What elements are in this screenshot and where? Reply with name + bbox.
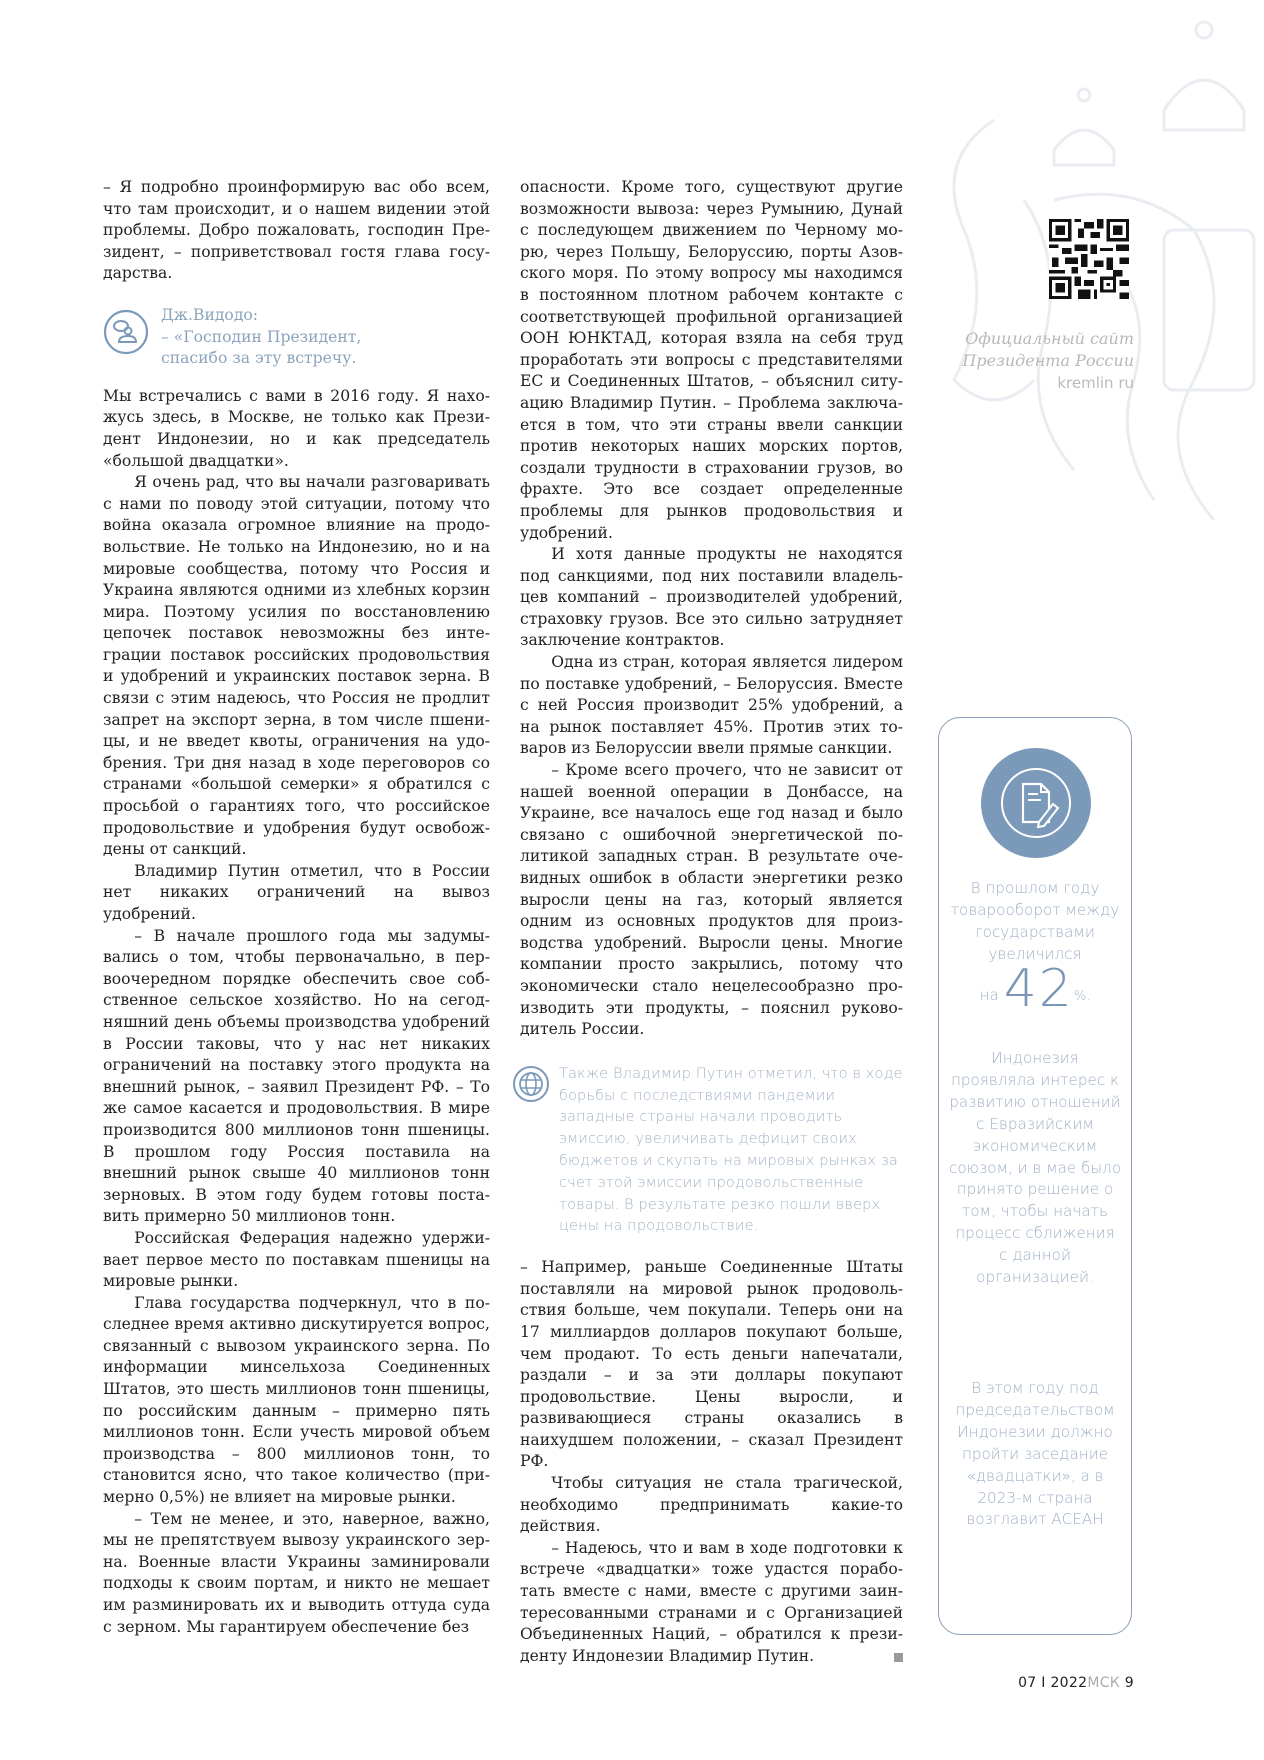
article-column-middle <box>520 177 903 1667</box>
paragraph-text: – Надеюсь, что и вам в ходе подготовки к встрече «двадцатки» тоже удастся поработать вместе с нами, вместе с другими заинтересованными странами и с Организацией Объединенных Наций, – обратился к президенту Индонезии Владимир Путин. <box>520 1538 903 1665</box>
globe-icon <box>512 1065 550 1103</box>
paragraph: Я очень рад, что вы начали разговаривать с нами по поводу этой ситуации, потому что война оказала огромное влияние на продовольствие. Не только на Индонезию, но и на мировые сообщества, потому что Россия и Украина являются одними из хлебных корзин мира. Поэтому усилия по восстановлению цепочек поставок невозможны без интеграции поставок российских продовольствия и удобрений и украинских поставок зерна. В связи с этим надеюсь, что Россия не продлит запрет на экспорт зерна, в том числе пшеницы, и не введет квоты, ограничения на удобрения. Три дня назад в ходе переговоров со странами «большой семерки» я обратился с просьбой о гарантиях того, что российское продовольствие и удобрения будут освобождены от санкций. <box>103 473 490 859</box>
issue-year: 2022 <box>1050 1675 1088 1691</box>
document-pen-icon <box>981 748 1091 858</box>
quote-speaker: Дж.Видодо: <box>161 305 259 324</box>
paragraph <box>520 1538 903 1668</box>
paragraph: – Я подробно проинформирую вас обо всем, что там происходит, и о нашем видении этой проблемы. Добро пожаловать, господин Президент, – поприветствовал гостя глава государства. <box>103 178 490 283</box>
paragraph: – Кроме всего прочего, что не зависит от нашей военной операции в Донбассе, на Украине, все началось еще год назад и было связано с ошибочной энергетической политикой западных стран. В результате очевидных ошибок в области энергетики резко выросли цены на газ, который является одним из основных продуктов для производства удобрений. Выросли цены. Многие компании просто закрылись, потому что экономически стало нецелесообразно производить эти продукты, – пояснил руководитель России. <box>520 761 903 1039</box>
page-number: 9 <box>1124 1675 1134 1691</box>
sidebar-text-eaeu: Индонезия проявляла интерес к развитию отношений с Евразийским экономическим союзом, и в мае было принято решение о том, чтобы начать процесс сближения с данной организацией. <box>949 1049 1122 1287</box>
paragraph: – Тем не менее, и это, наверное, важно, мы не препятствуем вывозу украинского зерна. Военные власти Украины заминировали подходы к своим портам, и никто не мешает им разминировать их и выводить оттуда суда с зерном. Мы гарантируем обеспечение без <box>103 1509 490 1636</box>
magazine-brand: МСК <box>1087 1675 1121 1691</box>
callout-block <box>512 1063 903 1237</box>
end-of-article-mark-icon <box>894 1653 903 1662</box>
stat-figure <box>949 958 1121 1019</box>
quote-line: – «Господин Президент, <box>161 327 362 346</box>
paragraph: – В начале прошлого года мы задумывались о том, чтобы первоначально, в первоочередном порядке обеспечить свое собственное сельское хозяйство. Но на сегодняшний день объемы производства удобрений в России таковы, что у нас нет никаких ограничений на поставку этого продукта на внешний рынок, – заявил Президент РФ. – То же самое касается и продовольствия. В мире производится 800 миллионов тонн пшеницы. В прошлом году Россия поставила на внешний рынок свыше 40 миллионов тонн зерновых. В этом году будем готовы поставить примерно 50 миллионов тонн. <box>103 926 490 1226</box>
speech-bubble-person-icon <box>103 309 149 355</box>
sidebar-text-g20: В этом году под председательством Индонезии должно пройти заседание «двадцатки», а в 2023-м страна возглавит АСЕАН <box>955 1379 1115 1529</box>
stat-block <box>949 878 1121 1019</box>
paragraph: Одна из стран, которая является лидером по поставке удобрений, – Белоруссия. Вместе с ней Россия производит 25% удобрений, а на рынок поставляет 45%. Против этих товаров из Белоруссии ввели прямые санкции. <box>520 653 903 758</box>
paragraph: Глава государства подчеркнул, что в последнее время активно дискутируется вопрос, связанный с вывозом украинского зерна. По информации минсельхоза Соединенных Штатов, это шесть миллионов тонн пшеницы, по российским данным – примерно пять миллионов тонн. Если учесть мировой объем производства – 800 миллионов тонн, то становится ясно, что такое количество (примерно 0,5%) не влияет на мировые рынки. <box>103 1293 490 1507</box>
qr-code-icon[interactable] <box>1049 219 1129 299</box>
stat-description: В прошлом году товарооборот между государствами увеличился <box>950 879 1120 963</box>
stat-prefix: на <box>979 985 999 1004</box>
paragraph: Российская Федерация надежно удерживает первое место по поставкам пшеницы на мировые рынки. <box>103 1228 490 1291</box>
paragraph: Чтобы ситуация не стала трагической, необходимо предпринимать какие-то действия. <box>520 1474 903 1536</box>
paragraph: И хотя данные продукты не находятся под санкциями, под них поставили владельцев компаний – производителей удобрений, страховку грузов. Все это сильно затрудняет заключение контрактов. <box>520 545 903 650</box>
document-badge <box>981 748 1091 858</box>
page-footer <box>1018 1675 1134 1691</box>
paragraph: Мы встречались с вами в 2016 году. Я нахожусь здесь, в Москве, не только как Президент Индонезии, но и как председатель «большой двадцатки». <box>103 386 490 470</box>
site-url-link[interactable]: kremlin ru <box>1057 374 1134 392</box>
qr-caption-line: Президента России <box>962 351 1134 370</box>
paragraph: опасности. Кроме того, существуют другие возможности вывоза: через Румынию, Дунай с последующем движением по Черному морю, через Польшу, Белоруссию, порты Азовского моря. По этому вопросу мы находимся в постоянном плотном рабочем контакте с соответствующей профильной организацией ООН ЮНКТАД, которая взяла на себя труд проработать эти вопросы с представителями ЕС и Соединенных Штатов, – объяснил ситуацию Владимир Путин. – Проблема заключается в том, что эти страны ввели санкции против некоторых наших морских портов, создали трудности в страховании грузов, во фрахте. Это все создает определенные проблемы для рынков продовольствия и удобрений. <box>520 178 903 542</box>
paragraph: – Например, раньше Соединенные Штаты поставляли на мировой рынок продовольствия больше, чем покупали. Теперь они на 17 миллиардов долларов покупают больше, чем продают. То есть деньги напечатали, раздали – и за эти доллары покупают продовольствие. Цены выросли, и развивающиеся страны оказались в наихудшем положении, – сказал Президент РФ. <box>520 1258 903 1471</box>
sidebar-infobox <box>938 717 1132 1635</box>
qr-caption-line: Официальный сайт <box>965 329 1134 348</box>
article-column-left <box>103 177 490 1638</box>
paragraph: Владимир Путин отметил, что в России нет никаких ограничений на вывоз удобрений. <box>103 861 490 923</box>
footer-separator: I <box>1041 1675 1046 1691</box>
quote-line: спасибо за эту встречу. <box>161 349 357 368</box>
stat-value: 42 <box>1003 958 1074 1019</box>
qr-caption <box>962 328 1134 394</box>
stat-suffix: %. <box>1073 988 1091 1004</box>
pull-quote <box>103 305 490 370</box>
quote-text <box>161 305 361 370</box>
issue-number: 07 <box>1018 1675 1037 1691</box>
callout-text: Также Владимир Путин отметил, что в ходе борьбы с последствиями пандемии западные страны начали проводить эмиссию, увеличивать дефицит своих бюджетов и скупать на мировых рынках за счет этой эмиссии продовольственные товары. В результате резко пошли вверх цены на продовольствие. <box>559 1064 903 1235</box>
